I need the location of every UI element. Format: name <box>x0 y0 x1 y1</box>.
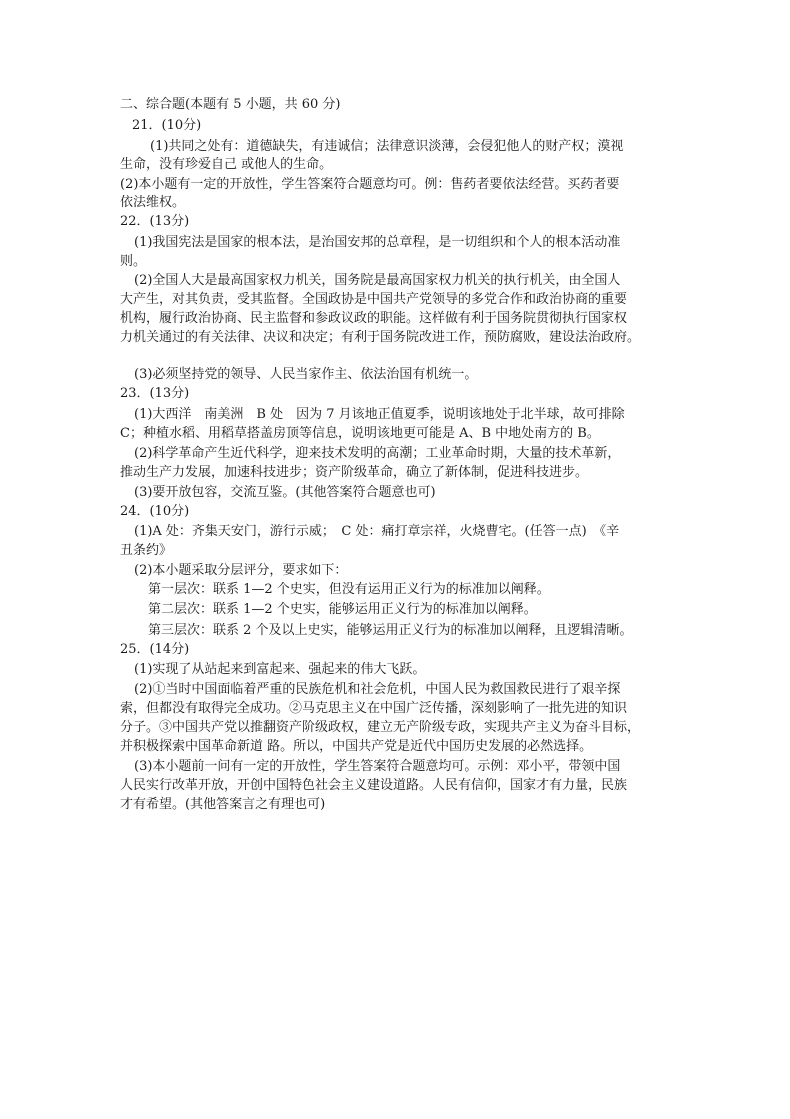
q25-line-7: 人民实行改革开放，开创中国特色社会主义建设道路。人民有信仰，国家才有力量，民族 <box>120 778 628 793</box>
q25-line-4: 分子。③中国共产党以推翻资产阶级政权，建立无产阶级专政，实现共产主义为奋斗目标， <box>120 720 641 735</box>
q23-line-3: (2)科学革命产生近代科学，迎来技术发明的高潮；工业革命时期，大量的技术革新， <box>134 446 621 461</box>
q22-line-7: (3)必须坚持党的领导、人民当家作主、依法治国有机统一。 <box>134 367 478 382</box>
q24-line-5: 第二层次：联系 1—2 个史实，能够运用正义行为的标准加以阐释。 <box>148 602 537 617</box>
q22-line-3: (2)全国人大是最高国家权力机关，国务院是最高国家权力机关的执行机关，由全国人 <box>134 273 621 288</box>
q22-line-6: 力机关通过的有关法律、决议和决定；有利于国务院改进工作，预防腐败，建设法治政府。 <box>120 330 641 345</box>
q21-header: 21．(10分) <box>132 118 202 133</box>
q22-line-1: (1)我国宪法是国家的根本法，是治国安邦的总章程，是一切组织和个人的根本活动准 <box>134 235 621 250</box>
q22-line-2: 则。 <box>120 254 147 269</box>
q22-header: 22．(13分) <box>120 214 190 229</box>
q21-line-4: 依法维权。 <box>120 195 186 210</box>
q22-line-4: 大产生，对其负责，受其监督。全国政协是中国共产党领导的多党合作和政治协商的重要 <box>120 292 628 307</box>
q25-header: 25．(14分) <box>120 642 190 657</box>
q24-line-3: (2)本小题采取分层评分，要求如下： <box>134 563 348 578</box>
q24-line-1: (1)A 处：齐集天安门，游行示威； C 处：痛打章宗祥，火烧曹宅。(任答一点) 《辛 <box>134 524 620 539</box>
q23-header: 23．(13分) <box>120 386 190 401</box>
q23-line-1: (1)大西洋 南美洲 B 处 因为 7 月该地正值夏季，说明该地处于北半球，故可排除 <box>134 407 625 422</box>
q22-line-5: 机构，履行政治协商、民主监督和参政议政的职能。这样做有利于国务院贯彻执行国家权 <box>120 311 628 326</box>
q25-line-2: (2)①当时中国面临着严重的民族危机和社会危机，中国人民为救国救民进行了艰辛探 <box>134 682 621 697</box>
q24-line-6: 第三层次：联系 2 个及以上史实，能够运用正义行为的标准加以阐释，且逻辑清晰。 <box>148 623 633 638</box>
q24-header: 24．(10分) <box>120 504 190 519</box>
q25-line-8: 才有希望。(其他答案言之有理也可) <box>120 797 326 812</box>
q25-line-3: 索，但都没有取得完全成功。②马克思主义在中国广泛传播，深刻影响了一批先进的知识 <box>120 701 628 716</box>
q25-line-5: 并积极探索中国革命新道 路。所以，中国共产党是近代中国历史发展的必然选择。 <box>120 739 593 754</box>
q21-line-2: 生命，没有珍爱自己 或他人的生命。 <box>120 157 333 172</box>
q24-line-4: 第一层次：联系 1—2 个史实，但没有运用正义行为的标准加以阐释。 <box>148 582 550 597</box>
q21-line-3: (2)本小题有一定的开放性，学生答案符合题意均可。例：售药者要依法经营。买药者要 <box>120 177 620 192</box>
q23-line-5: (3)要开放包容，交流互鉴。(其他答案符合题意也可) <box>134 485 436 500</box>
q23-line-2: C；种植水稻、用稻草搭盖房顶等信息，说明该地更可能是 A、B 中地处南方的 B。 <box>120 426 600 441</box>
q25-line-6: (3)本小题前一问有一定的开放性，学生答案符合题意均可。示例：邓小平，带领中国 <box>134 759 621 774</box>
q24-line-2: 丑条约》 <box>120 543 173 558</box>
q21-line-1: (1)共同之处有：道德缺失，有违诚信；法律意识淡薄，会侵犯他人的财产权；漠视 <box>150 139 624 154</box>
q25-line-1: (1)实现了从站起来到富起来、强起来的伟大飞跃。 <box>134 662 426 677</box>
section-title: 二、综合题(本题有 5 小题，共 60 分) <box>120 97 341 112</box>
q23-line-4: 推动生产力发展，加速科技进步；资产阶级革命，确立了新体制，促进科技进步。 <box>120 465 589 480</box>
